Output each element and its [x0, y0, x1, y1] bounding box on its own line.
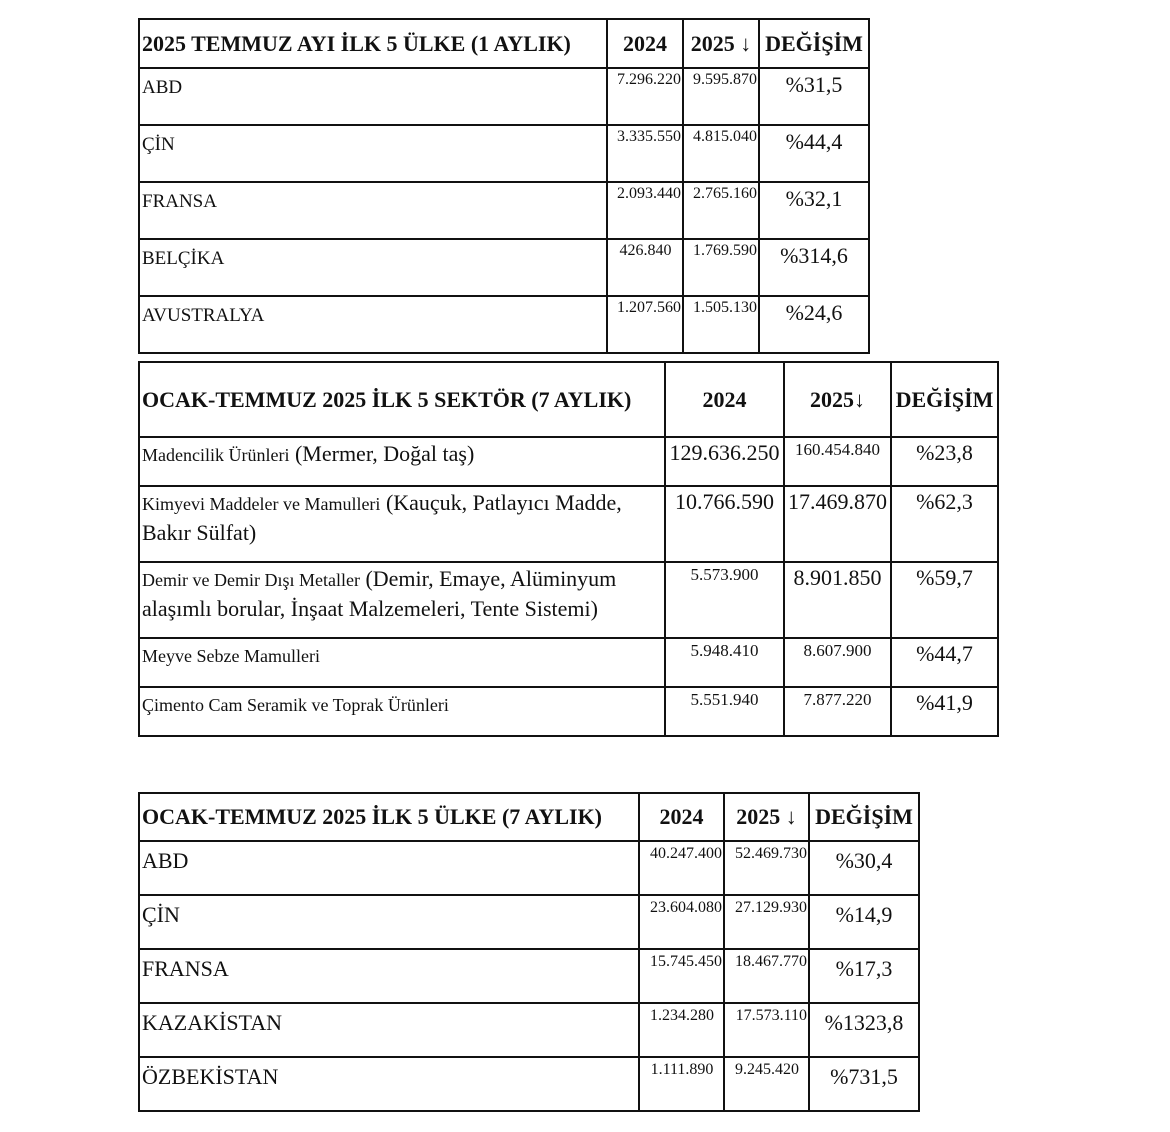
value-2024: 23.604.080 [639, 895, 724, 949]
value-2025: 160.454.840 [784, 437, 891, 486]
change-percent: %59,7 [891, 562, 998, 638]
sector-detail: (Mermer, Doğal taş) [289, 441, 475, 466]
value-2025: 9.245.420 [724, 1057, 809, 1111]
value-2025: 4.815.040 [683, 125, 759, 182]
table-header-row [139, 19, 869, 68]
table-row [139, 239, 869, 296]
value-2025: 1.769.590 [683, 239, 759, 296]
change-percent: %314,6 [759, 239, 869, 296]
table-title: 2025 TEMMUZ AYI İLK 5 ÜLKE (1 AYLIK) [139, 19, 607, 68]
table-row [139, 437, 998, 486]
country-name: BELÇİKA [139, 239, 607, 296]
change-percent: %17,3 [809, 949, 919, 1003]
value-2024: 1.234.280 [639, 1003, 724, 1057]
country-7month-table [138, 792, 920, 1112]
country-name: FRANSA [139, 949, 639, 1003]
value-2024: 40.247.400 [639, 841, 724, 895]
table-row [139, 68, 869, 125]
sector-name-cell [139, 687, 665, 736]
column-header-2024: 2024 [665, 362, 784, 437]
country-july-table [138, 18, 870, 354]
table-row [139, 1057, 919, 1111]
sector-detail: (Demir, Emaye, Alüminyum alaşımlı borular, İnşaat Malzemeleri, Tente Sistemi) [142, 566, 617, 621]
change-percent: %1323,8 [809, 1003, 919, 1057]
value-2024: 3.335.550 [607, 125, 683, 182]
change-percent: %44,7 [891, 638, 998, 687]
sector-name: Kimyevi Maddeler ve Mamulleri [142, 494, 381, 514]
value-2025: 52.469.730 [724, 841, 809, 895]
table-row [139, 638, 998, 687]
table-row [139, 949, 919, 1003]
table-header-row [139, 362, 998, 437]
country-name: ÇİN [139, 895, 639, 949]
column-header-change: DEĞİŞİM [891, 362, 998, 437]
value-2025: 9.595.870 [683, 68, 759, 125]
table-row [139, 1003, 919, 1057]
sector-detail: (Kauçuk, Patlayıcı Madde, Bakır Sülfat) [142, 490, 622, 545]
table-row [139, 841, 919, 895]
value-2025: 18.467.770 [724, 949, 809, 1003]
value-2025: 8.901.850 [784, 562, 891, 638]
value-2024: 5.948.410 [665, 638, 784, 687]
sector-7month-table [138, 361, 999, 737]
change-percent: %62,3 [891, 486, 998, 562]
sector-name: Demir ve Demir Dışı Metaller [142, 570, 360, 590]
value-2025: 8.607.900 [784, 638, 891, 687]
table-title: OCAK-TEMMUZ 2025 İLK 5 ÜLKE (7 AYLIK) [139, 793, 639, 841]
change-percent: %44,4 [759, 125, 869, 182]
value-2025: 17.469.870 [784, 486, 891, 562]
value-2024: 7.296.220 [607, 68, 683, 125]
change-percent: %32,1 [759, 182, 869, 239]
change-percent: %731,5 [809, 1057, 919, 1111]
country-name: ÇİN [139, 125, 607, 182]
change-percent: %14,9 [809, 895, 919, 949]
table-row [139, 895, 919, 949]
value-2024: 5.551.940 [665, 687, 784, 736]
value-2024: 2.093.440 [607, 182, 683, 239]
column-header-2025: 2025 ↓ [724, 793, 809, 841]
value-2024: 129.636.250 [665, 437, 784, 486]
column-header-2024: 2024 [639, 793, 724, 841]
change-percent: %23,8 [891, 437, 998, 486]
country-name: FRANSA [139, 182, 607, 239]
column-header-2025: 2025↓ [784, 362, 891, 437]
value-2024: 15.745.450 [639, 949, 724, 1003]
sector-name: Meyve Sebze Mamulleri [142, 646, 320, 666]
sector-name: Çimento Cam Seramik ve Toprak Ürünleri [142, 695, 449, 715]
value-2024: 1.207.560 [607, 296, 683, 353]
sector-name-cell [139, 486, 665, 562]
table-row [139, 687, 998, 736]
sector-name-cell [139, 638, 665, 687]
country-name: ABD [139, 841, 639, 895]
value-2025: 2.765.160 [683, 182, 759, 239]
column-header-change: DEĞİŞİM [809, 793, 919, 841]
change-percent: %30,4 [809, 841, 919, 895]
table-header-row [139, 793, 919, 841]
table-row [139, 296, 869, 353]
country-name: KAZAKİSTAN [139, 1003, 639, 1057]
country-name: AVUSTRALYA [139, 296, 607, 353]
sector-name-cell [139, 437, 665, 486]
table-row [139, 125, 869, 182]
table-row [139, 562, 998, 638]
value-2024: 10.766.590 [665, 486, 784, 562]
value-2024: 1.111.890 [639, 1057, 724, 1111]
value-2025: 17.573.110 [724, 1003, 809, 1057]
sector-name: Madencilik Ürünleri [142, 445, 290, 465]
change-percent: %31,5 [759, 68, 869, 125]
table-title: OCAK-TEMMUZ 2025 İLK 5 SEKTÖR (7 AYLIK) [139, 362, 665, 437]
column-header-2025: 2025 ↓ [683, 19, 759, 68]
table-row [139, 182, 869, 239]
value-2025: 27.129.930 [724, 895, 809, 949]
country-name: ABD [139, 68, 607, 125]
column-header-2024: 2024 [607, 19, 683, 68]
change-percent: %41,9 [891, 687, 998, 736]
change-percent: %24,6 [759, 296, 869, 353]
table-row [139, 486, 998, 562]
sector-name-cell [139, 562, 665, 638]
value-2024: 5.573.900 [665, 562, 784, 638]
value-2025: 1.505.130 [683, 296, 759, 353]
value-2025: 7.877.220 [784, 687, 891, 736]
column-header-change: DEĞİŞİM [759, 19, 869, 68]
country-name: ÖZBEKİSTAN [139, 1057, 639, 1111]
value-2024: 426.840 [607, 239, 683, 296]
